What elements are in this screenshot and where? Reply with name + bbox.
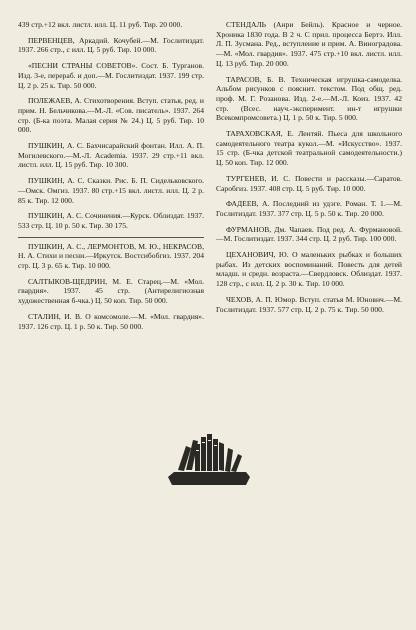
bibliography-entry: ЧЕХОВ, А. П. Юмор. Вступ. статья М. Юнович.—М. Гослитиздат. 1937. 577 стр. Ц. 2 р. 75 к. Тир. 50 000.: [216, 294, 402, 314]
bibliography-entry: ФАДЕЕВ, А. Последний из удэге. Роман. Т. 1.—М. Гослитиздат. 1937. 377 стр. Ц. 5 р. 50 к. Тир. 20 000.: [216, 199, 402, 218]
bibliography-entry: ПУШКИН, А. С. Бахчисарайский фонтан. Илл. А. П. Могилевского.—М.-Л. Academia. 1937. 29 стр.+11 вкл. листл. илл. Ц. 15 руб. Тир. 10 300.: [18, 141, 204, 170]
bibliography-entry: САЛТЫКОВ-ЩЕДРИН, М. Е. Старец.—М. «Мол. гвардия». 1937. 45 стр. (Антирелигиозная художественная б-чка.) Ц. 50 коп. Тир. 50 000.: [18, 276, 204, 306]
bibliography-entry: ФУРМАНОВ, Дм. Чапаев. Под ред. А. Фурмановой.—М. Гослитиздат. 1937. 344 стр. Ц. 2 руб. Тир. 100 000.: [216, 224, 402, 244]
left-column: [18, 20, 204, 337]
bibliography-entry: ПОЛЕЖАЕВ, А. Стихотворения. Вступ. статья, ред. и прим. Н. Бельчикова.—М.-Л. «Сов. писатель». 1937. 264 стр. (Б-ка поэта. Малая серия № 24.) Ц. 5 руб. Тир. 10 000.: [18, 96, 204, 135]
bibliography-entry: СТАЛИН, И. В. О комсомоле.—М. «Мол. гвардия». 1937. 126 стр. Ц. 1 р. 50 к. Тир. 50 000.: [18, 311, 204, 331]
separator-rule: [18, 237, 204, 238]
bibliography-entry: ПУШКИН, А. С., ЛЕРМОНТОВ, М. Ю., НЕКРАСОВ, Н. А. Стихи и песни.—Иркутск. Востсибобгиз. 1937. 204 стр. Ц. 3 р. 65 к. Тир. 10 000.: [18, 241, 204, 271]
bibliography-entry: ПЕРВЕНЦЕВ, Аркадий. Кочубей.—М. Гослитиздат. 1937. 266 стр., с илл. Ц. 5 руб. Тир. 10 000.: [18, 35, 204, 55]
right-column: [216, 20, 402, 337]
bibliography-entry: ТАРАСОВ, Б. В. Техническая игрушка-самоделка. Альбом рисунков с пояснит. текстом. Под общ. ред. проф. М. Г. Розанова. Изд. 2-е.—М.-Л. Коиз. 1937. 42 стр. (Всес. науч.-эксперимент. ин-т игрушки Всекомпромсовета.) Ц. 1 р. 50 к. Тир. 5 000.: [216, 74, 402, 123]
bibliography-entry: 439 стр.+12 вкл. листл. илл. Ц. 11 руб. Тир. 20 000.: [18, 20, 183, 29]
bibliography-entry: СТЕНДАЛЬ (Анри Бейль). Красное и черное. Хроника 1830 года. В 2 ч. С прил. процесса Бертэ. Илл. Л. П. Зусмана. Ред., вступление и прим. А. Виноградова.—М. «Мол. гвардия». 1937. 475 стр.+10 вкл. листл. илл. Ц. 13 руб. Тир. 20 000.: [216, 20, 402, 68]
bibliography-entry: «ПЕСНИ СТРАНЫ СОВЕТОВ». Сост. Б. Турганов. Изд. 3-е, перераб. и доп.—М. Гослитиздат. 1937. 199 стр. Ц. 2 р. 25 к. Тир. 50 000.: [18, 61, 204, 90]
bibliography-entry: ПУШКИН, А. С. Сказки. Рис. Б. П. Сидельковского.—Омск. Омгиз. 1937. 80 стр.+15 вкл. листл. илл. Ц. 2 р. 85 к. Тир. 12 000.: [18, 176, 204, 205]
bibliography-entry: ПУШКИН, А. С. Сочинения.—Курск. Облиздат. 1937. 533 стр. Ц. 10 р. 50 к. Тир. 30 175.: [18, 211, 204, 230]
bibliography-entry: ТУРГЕНЕВ, И. С. Повести и рассказы.—Саратов. Саробгиз. 1937. 408 стр. Ц. 5 руб. Тир. 10 000.: [216, 173, 402, 193]
bibliography-entry: ТАРАХОВСКАЯ, Е. Лентяй. Пьеса для школьного самодеятельного театра кукол.—М. «Искусство». 1937. 15 стр. (Б-чка детской театральной самодеятельности.) Ц. 50 коп. Тир. 12 000.: [216, 129, 402, 168]
bibliography-entry: ЦЕХАНОВИЧ, Ю. О маленьких рыбках и больших рыбах. Из детских воспоминаний. Повесть для детей младш. и средн. возраста.—Свердловск. Облиздат. 1937. 128 стр., с илл. Ц. 2 р. 30 к. Тир. 10 000.: [216, 250, 402, 289]
two-column-text: [18, 20, 402, 337]
books-ornament-icon: [166, 430, 252, 486]
